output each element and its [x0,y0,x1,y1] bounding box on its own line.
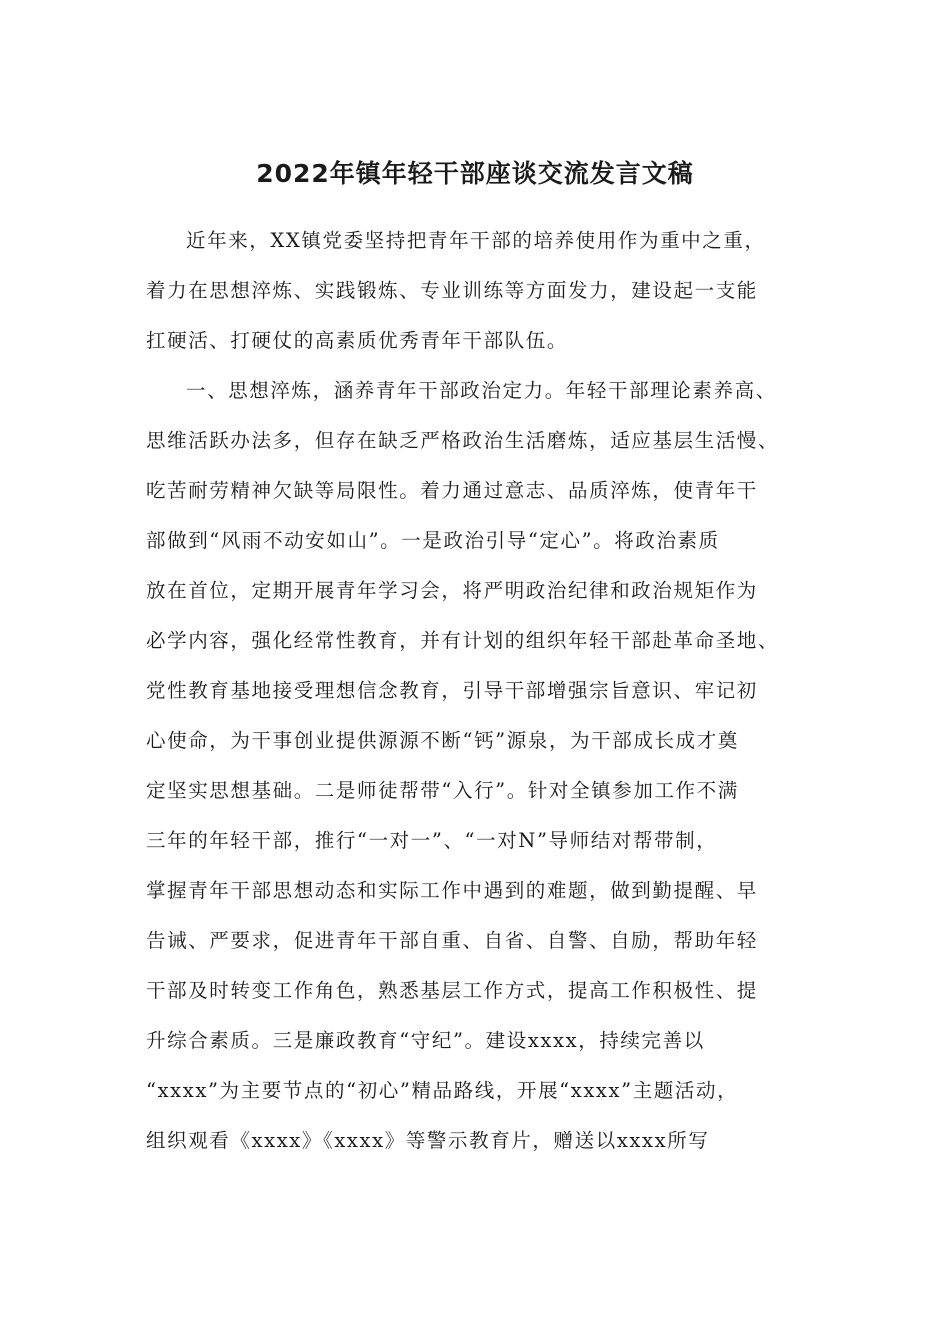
paragraph-line: 三年的年轻干部，推行“一对一”、“一对N”导师结对帮带制， [146,829,718,852]
paragraph-line: “xxxx”为主要节点的“初心”精品路线，开展“xxxx”主题活动， [146,1079,739,1102]
paragraph-line: 吃苦耐劳精神欠缺等局限性。着力通过意志、品质淬炼，使青年干 [146,479,758,502]
paragraph-line: 告诫、严要求，促进青年干部自重、自省、自警、自励，帮助年轻 [146,929,758,952]
paragraph-line: 掌握青年干部思想动态和实际工作中遇到的难题，做到勤提醒、早 [146,879,758,902]
paragraph-line: 部做到“风雨不动安如山”。一是政治引导“定心”。将政治素质 [146,529,720,552]
paragraph-line: 组织观看《xxxx》《xxxx》等警示教育片，赠送以xxxx所写 [146,1129,710,1152]
paragraph-line: 近年来，XX镇党委坚持把青年干部的培养使用作为重中之重， [186,229,766,252]
paragraph-line: 心使命，为干事创业提供源源不断“钙”源泉，为干部成长成才奠 [146,729,739,752]
paragraph-section-1 [146,366,826,1166]
paragraph-line: 定坚实思想基础。二是师徒帮带“入行”。针对全镇参加工作不满 [146,779,739,802]
paragraph-line: 放在首位，定期开展青年学习会，将严明政治纪律和政治规矩作为 [146,579,758,602]
paragraph-line: 思维活跃办法多，但存在缺乏严格政治生活磨炼，适应基层生活慢、 [146,429,780,452]
paragraph-line: 必学内容，强化经常性教育，并有计划的组织年轻干部赴革命圣地、 [146,629,780,652]
paragraph-line: 党性教育基地接受理想信念教育，引导干部增强宗旨意识、牢记初 [146,679,758,702]
paragraph-intro [146,216,826,366]
paragraph-line: 一、思想淬炼，涵养青年干部政治定力。年轻干部理论素养高、 [186,379,777,402]
paragraph-line: 升综合素质。三是廉政教育“守纪”。建设xxxx，持续完善以 [146,1029,705,1052]
paragraph-line: 着力在思想淬炼、实践锻炼、专业训练等方面发力，建设起一支能 [146,279,758,302]
paragraph-line: 扛硬活、打硬仗的高素质优秀青年干部队伍。 [146,329,569,352]
paragraph-line: 干部及时转变工作角色，熟悉基层工作方式，提高工作积极性、提 [146,979,758,1002]
document-title: 2022年镇年轻干部座谈交流发言文稿 [256,159,694,188]
